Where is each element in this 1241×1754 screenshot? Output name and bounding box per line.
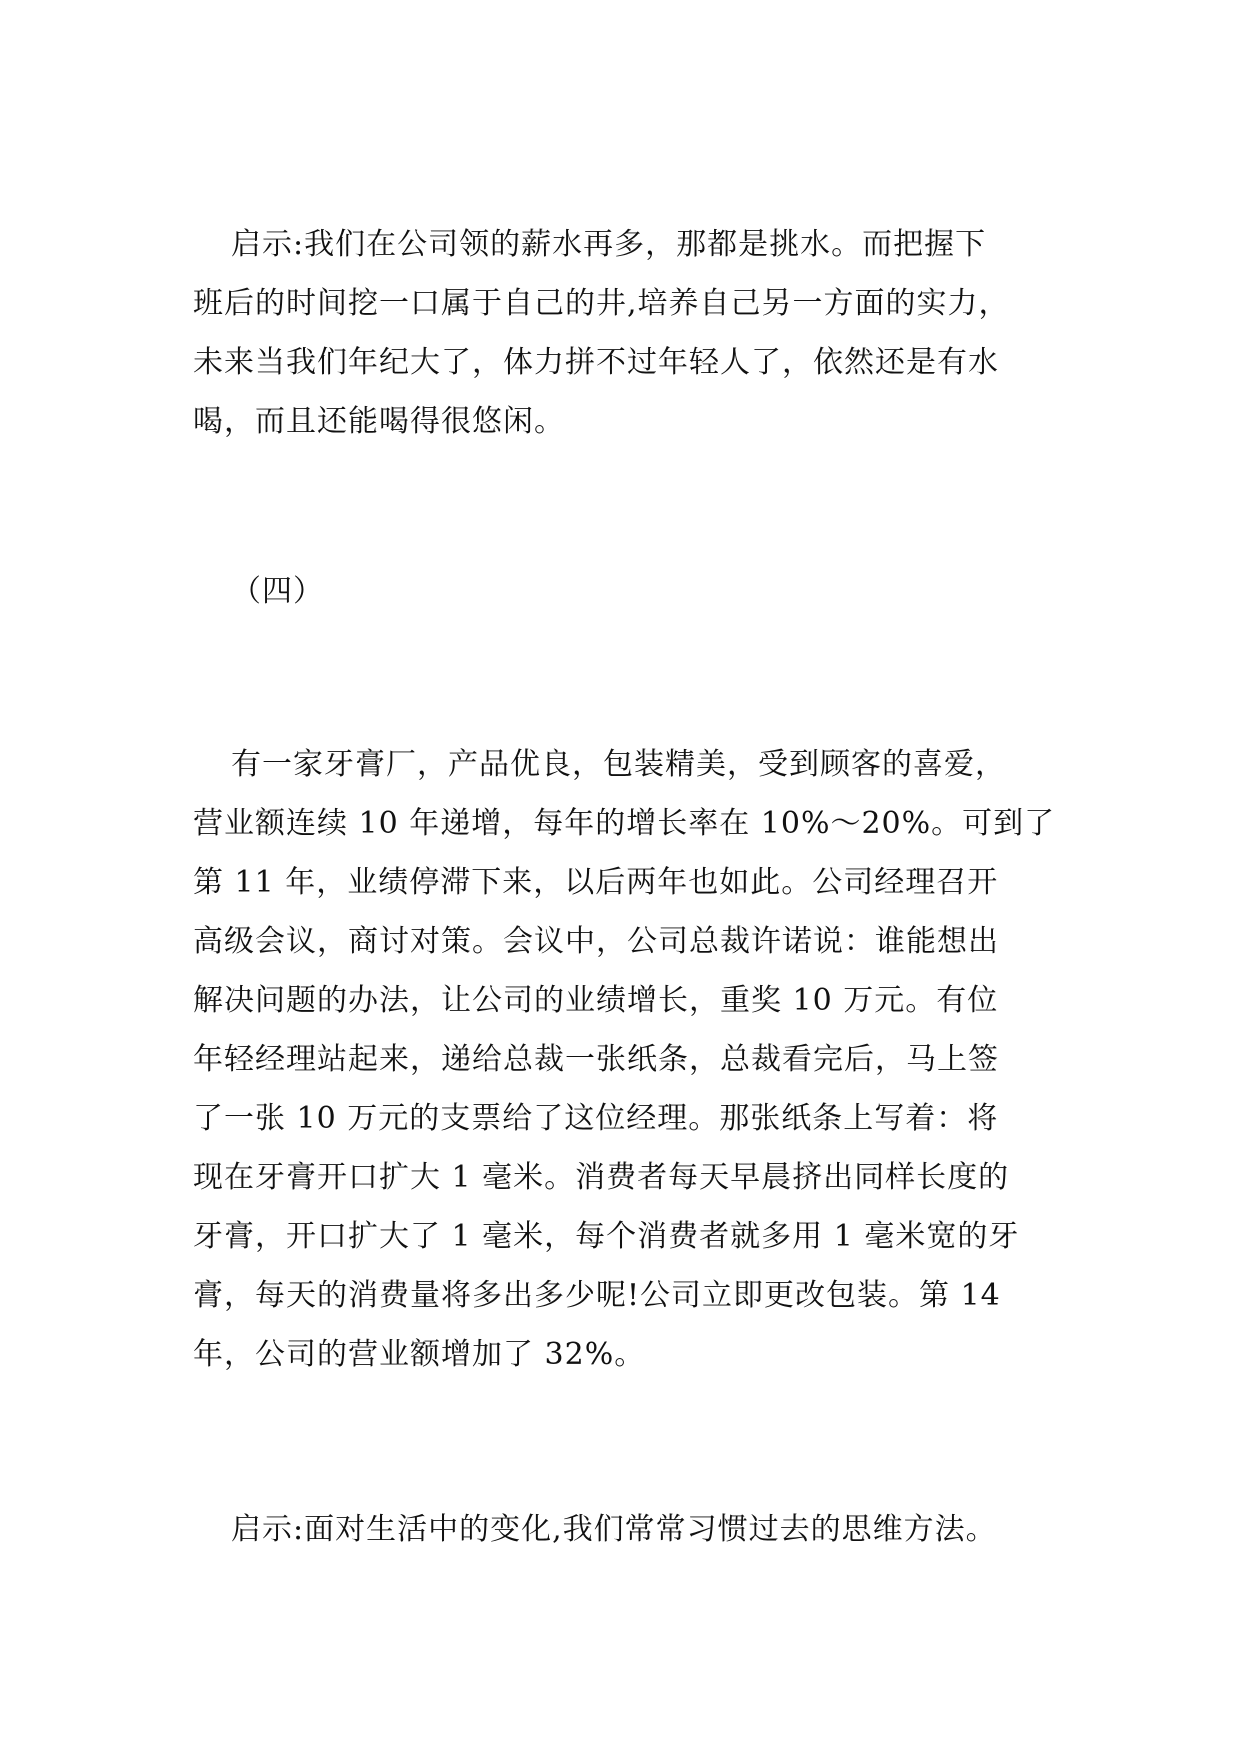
text-line: 班后的时间挖一口属于自己的井,培养自己另一方面的实力， [193,286,1010,321]
text-line: 了一张 10 万元的支票给了这位经理。那张纸条上写着：将 [193,1101,999,1136]
text-line: 喝，而且还能喝得很悠闲。 [193,404,565,439]
paragraph-inspiration-2 [193,1500,1073,1559]
text-line: 未来当我们年纪大了，体力拼不过年轻人了，依然还是有水 [193,345,999,380]
section-heading-text: （四） [231,574,324,609]
text-line: 解决问题的办法，让公司的业绩增长，重奖 10 万元。有位 [193,983,999,1018]
text-line: 膏，每天的消费量将多出多少呢!公司立即更改包装。第 14 [193,1278,1001,1313]
paragraph-story [193,735,1073,1384]
text-line: 启示:我们在公司领的薪水再多，那都是挑水。而把握下 [231,227,987,262]
section-heading [193,562,1073,621]
paragraph-inspiration-1 [193,215,1073,451]
text-line: 营业额连续 10 年递增，每年的增长率在 10%～20%。可到了 [193,806,1056,841]
text-line: 牙膏，开口扩大了 1 毫米，每个消费者就多用 1 毫米宽的牙 [193,1219,1020,1254]
text-line: 第 11 年，业绩停滞下来，以后两年也如此。公司经理召开 [193,865,999,900]
text-line: 年轻经理站起来，递给总裁一张纸条，总裁看完后，马上签 [193,1042,999,1077]
text-line: 年，公司的营业额增加了 32%。 [193,1337,646,1372]
text-line: 高级会议，商讨对策。会议中，公司总裁许诺说：谁能想出 [193,924,999,959]
text-line: 现在牙膏开口扩大 1 毫米。消费者每天早晨挤出同样长度的 [193,1160,1010,1195]
text-line: 启示:面对生活中的变化,我们常常习惯过去的思维方法。 [231,1512,997,1547]
text-line: 有一家牙膏厂，产品优良，包装精美，受到顾客的喜爱， [231,747,1006,782]
